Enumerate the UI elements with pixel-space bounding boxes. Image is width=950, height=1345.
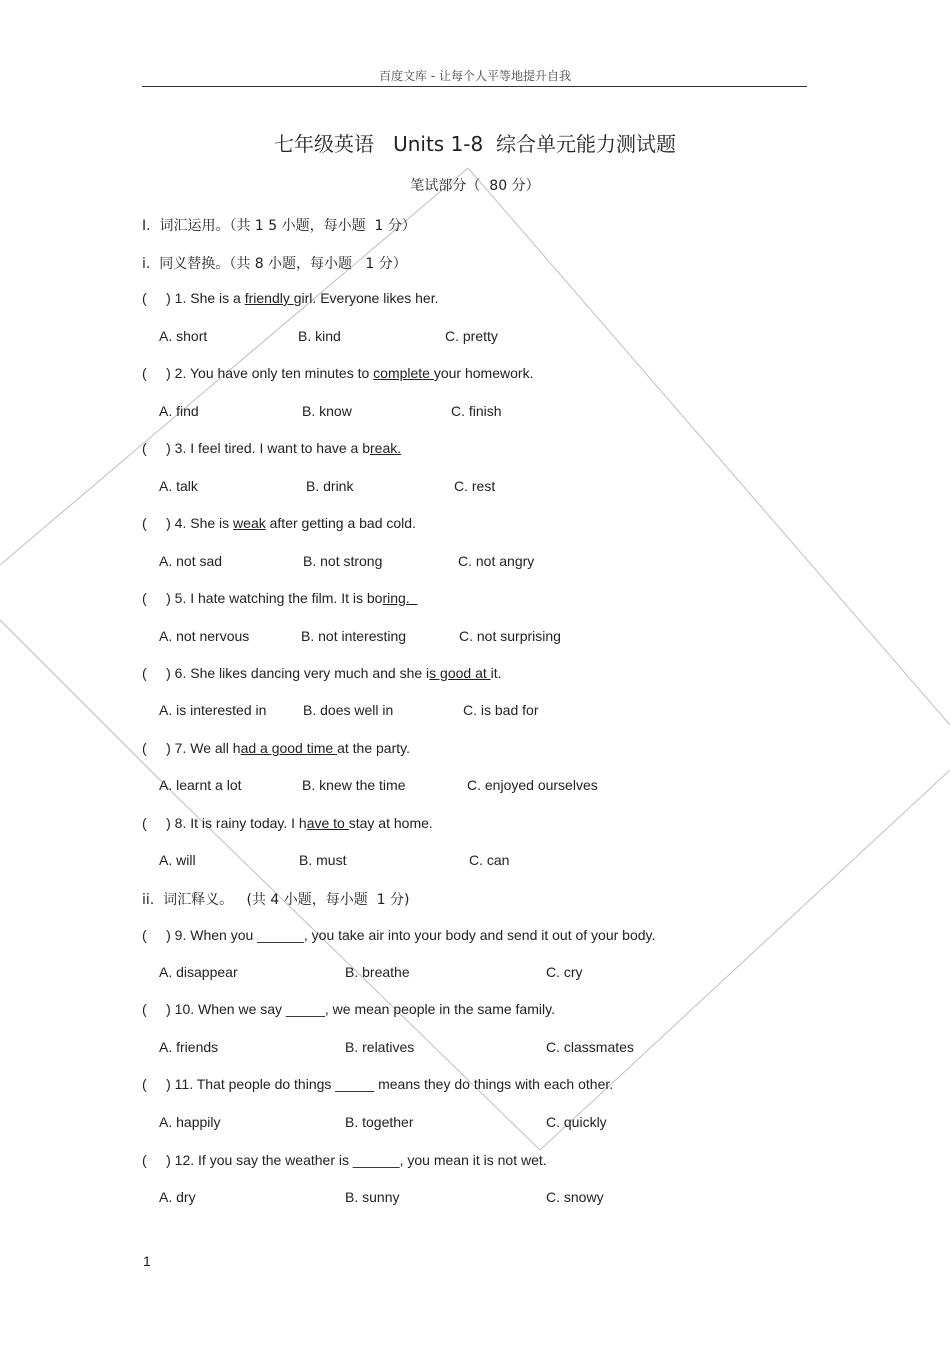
- question-8: [142, 815, 433, 831]
- underlined-word: complete: [373, 365, 434, 381]
- question-text: after getting a bad cold.: [265, 515, 416, 531]
- option-b: B. together: [345, 1114, 414, 1130]
- answer-blank[interactable]: ( ): [142, 665, 171, 681]
- answer-blank[interactable]: ( ): [142, 1076, 171, 1092]
- question-text: 1. She is a: [170, 290, 245, 306]
- question-text: at the party.: [337, 740, 410, 756]
- answer-blank[interactable]: ( ): [142, 815, 171, 831]
- option-a: A. not nervous: [159, 628, 250, 644]
- question-1: [142, 290, 438, 306]
- question-text: 9. When you ______, you take air into your body and send it out of your body.: [170, 927, 656, 943]
- option-a: A. not sad: [159, 553, 223, 569]
- answer-blank[interactable]: ( ): [142, 927, 171, 943]
- option-a: A. talk: [159, 478, 198, 494]
- answer-blank[interactable]: ( ): [142, 515, 171, 531]
- question-6: [142, 665, 502, 681]
- option-a: A. learnt a lot: [159, 777, 242, 793]
- question-text: 5. I hate watching the film. It is bo: [170, 590, 383, 606]
- option-c: C. not surprising: [459, 628, 561, 644]
- question-text: stay at home.: [348, 815, 433, 831]
- option-a: A. friends: [159, 1039, 219, 1055]
- option-c: C. rest: [454, 478, 496, 494]
- question-text: your homework.: [433, 365, 534, 381]
- answer-blank[interactable]: ( ): [142, 365, 171, 381]
- underlined-word: s good at: [429, 665, 491, 681]
- option-b: B. not interesting: [301, 628, 407, 644]
- answer-blank[interactable]: ( ): [142, 590, 171, 606]
- option-b: B. know: [302, 403, 352, 419]
- answer-blank[interactable]: ( ): [142, 740, 171, 756]
- question-text: 6. She likes dancing very much and she i: [170, 665, 430, 681]
- question-9: [142, 927, 655, 943]
- option-b: B. sunny: [345, 1189, 400, 1205]
- underlined-word: ring.: [382, 590, 418, 606]
- question-text: 4. She is: [170, 515, 234, 531]
- option-c: C. snowy: [546, 1189, 604, 1205]
- underlined-word: friendly: [244, 290, 294, 306]
- option-c: C. classmates: [546, 1039, 634, 1055]
- underlined-word: reak.: [370, 440, 402, 456]
- question-7: [142, 740, 410, 756]
- answer-blank[interactable]: ( ): [142, 1001, 171, 1017]
- question-text: 11. That people do things _____ means they do things with each other.: [170, 1076, 614, 1092]
- option-c: C. quickly: [546, 1114, 607, 1130]
- option-a: A. short: [159, 328, 208, 344]
- answer-blank[interactable]: ( ): [142, 1152, 171, 1168]
- question-text: 2. You have only ten minutes to: [170, 365, 374, 381]
- page-header: 百度文库 - 让每个人平等地提升自我: [379, 69, 571, 83]
- underlined-word: weak: [233, 515, 266, 531]
- question-text: it.: [490, 665, 502, 681]
- question-11: [142, 1076, 613, 1092]
- option-c: C. is bad for: [463, 702, 539, 718]
- option-a: A. find: [159, 403, 199, 419]
- option-c: C. finish: [451, 403, 502, 419]
- option-b: B. relatives: [345, 1039, 415, 1055]
- option-b: B. must: [299, 852, 347, 868]
- question-4: [142, 515, 416, 531]
- question-text: 7. We all h: [170, 740, 241, 756]
- page-number: 1: [143, 1253, 151, 1269]
- option-a: A. is interested in: [159, 702, 267, 718]
- question-3: [142, 440, 401, 456]
- question-10: [142, 1001, 555, 1017]
- option-c: C. can: [469, 852, 510, 868]
- option-c: C. not angry: [458, 553, 535, 569]
- option-b: B. drink: [306, 478, 354, 494]
- question-text: 10. When we say _____, we mean people in the same family.: [170, 1001, 555, 1017]
- underlined-word: ave to: [306, 815, 349, 831]
- option-a: A. happily: [159, 1114, 221, 1130]
- question-text: 8. It is rainy today. I h: [170, 815, 307, 831]
- question-2: [142, 365, 533, 381]
- question-text: 3. I feel tired. I want to have a b: [170, 440, 371, 456]
- question-12: [142, 1152, 547, 1168]
- option-b: B. kind: [298, 328, 341, 344]
- underlined-word: ad a good time: [240, 740, 338, 756]
- answer-blank[interactable]: ( ): [142, 440, 171, 456]
- option-c: C. cry: [546, 964, 583, 980]
- option-c: C. pretty: [445, 328, 498, 344]
- question-text: 12. If you say the weather is ______, you mean it is not wet.: [170, 1152, 547, 1168]
- option-a: A. disappear: [159, 964, 238, 980]
- option-b: B. knew the time: [302, 777, 406, 793]
- document-subtitle: 笔试部分（ 80 分）: [410, 178, 540, 194]
- question-text: girl. Everyone likes her.: [293, 290, 439, 306]
- answer-blank[interactable]: ( ): [142, 290, 171, 306]
- option-b: B. breathe: [345, 964, 410, 980]
- section-heading-synonyms: i. 同义替换。（共 8 小题，每小题 1 分）: [142, 256, 407, 272]
- section-heading-definitions: ii. 词汇释义。 (共 4 小题，每小题 1 分): [142, 892, 410, 908]
- option-b: B. not strong: [303, 553, 383, 569]
- question-5: [142, 590, 417, 606]
- option-a: A. will: [159, 852, 196, 868]
- document-title: 七年级英语 Units 1-8 综合单元能力测试题: [274, 132, 676, 156]
- option-b: B. does well in: [303, 702, 394, 718]
- section-heading-part1: I. 词汇运用。（共 1 5 小题，每小题 1 分）: [142, 218, 416, 234]
- option-c: C. enjoyed ourselves: [467, 777, 598, 793]
- option-a: A. dry: [159, 1189, 196, 1205]
- header-rule: [142, 86, 807, 87]
